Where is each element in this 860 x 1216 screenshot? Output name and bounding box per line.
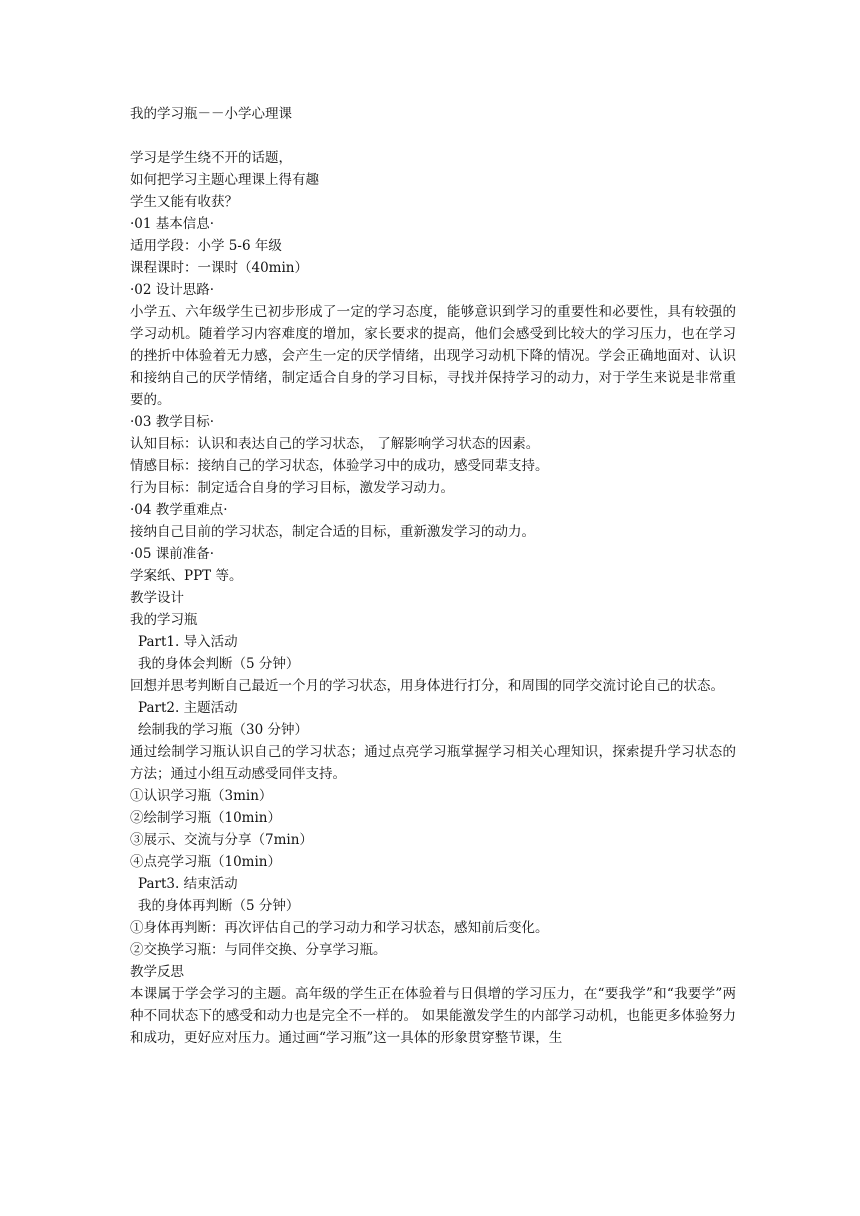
activity-title: 绘制我的学习瓶（30 分钟）: [138, 722, 308, 738]
section-heading: ·02 设计思路·: [130, 282, 215, 298]
step-line: ①认识学习瓶（3min）: [130, 788, 273, 804]
section-heading: ·03 教学目标·: [130, 414, 215, 430]
part-label: Part2. 主题活动: [138, 700, 238, 716]
part3-block: [130, 873, 736, 961]
key-point-line: 接纳自己目前的学习状态，制定合适的目标，重新激发学习的动力。: [130, 524, 535, 540]
goal-line: 情感目标：接纳自己的学习状态，体验学习中的成功，感受同辈支持。: [130, 458, 549, 474]
info-line: 适用学段：小学 5-6 年级: [130, 238, 282, 254]
intro-line: 如何把学习主题心理课上得有趣: [130, 172, 319, 188]
part2-block: [130, 697, 736, 873]
part-label: Part3. 结束活动: [138, 876, 238, 892]
section-teaching-goals: [130, 411, 736, 499]
step-line: ③展示、交流与分享（7min）: [130, 832, 313, 848]
activity-paragraph: 回想并思考判断自己最近一个月的学习状态，用身体进行打分，和周围的同学交流讨论自己的状态。: [130, 678, 724, 694]
activity-paragraph: 通过绘制学习瓶认识自己的学习状态；通过点亮学习瓶掌握学习相关心理知识，探索提升学习状态的方法；通过小组互动感受同伴支持。: [130, 744, 736, 782]
section-preparation: [130, 543, 736, 587]
section-teaching-design: [130, 587, 736, 961]
part1-block: [130, 631, 736, 697]
step-line: ①身体再判断：再次评估自己的学习动力和学习状态，感知前后变化。: [130, 920, 549, 936]
section-heading: ·01 基本信息·: [130, 216, 215, 232]
step-line: ②交换学习瓶：与同伴交换、分享学习瓶。: [130, 942, 387, 958]
document-page: [130, 103, 736, 1049]
step-line: ④点亮学习瓶（10min）: [130, 854, 281, 870]
activity-title: 我的身体再判断（5 分钟）: [138, 898, 300, 914]
section-key-points: [130, 499, 736, 543]
part-label: Part1. 导入活动: [138, 634, 238, 650]
goal-line: 认知目标：认识和表达自己的学习状态， 了解影响学习状态的因素。: [130, 436, 540, 452]
section-reflection: [130, 961, 736, 1049]
section-subheading: 我的学习瓶: [130, 612, 198, 628]
design-idea-paragraph: 小学五、六年级学生已初步形成了一定的学习态度，能够意识到学习的重要性和必要性，具有较强的学习动机。随着学习内容难度的增加，家长要求的提高，他们会感受到比较大的学习压力，也在学习的挫折中体验着无力感，会产生一定的厌学情绪，出现学习动机下降的情况。学会正确地面对、认识和接纳自己的厌学情绪，制定适合自身的学习目标，寻找并保持学习的动力，对于学生来说是非常重要的。: [130, 304, 736, 408]
section-basic-info: [130, 213, 736, 279]
section-heading: 教学反思: [130, 964, 184, 980]
section-design-idea: [130, 279, 736, 411]
intro-line: 学习是学生绕不开的话题，: [130, 150, 292, 166]
step-line: ②绘制学习瓶（10min）: [130, 810, 281, 826]
document-title: 我的学习瓶－－小学心理课: [130, 106, 292, 122]
section-heading: ·04 教学重难点·: [130, 502, 228, 518]
section-heading: ·05 课前准备·: [130, 546, 215, 562]
intro-line: 学生又能有收获？: [130, 194, 238, 210]
intro-block: [130, 147, 736, 213]
preparation-line: 学案纸、PPT 等。: [130, 568, 243, 584]
goal-line: 行为目标：制定适合自身的学习目标，激发学习动力。: [130, 480, 454, 496]
section-heading: 教学设计: [130, 590, 184, 606]
reflection-paragraph: 本课属于学会学习的主题。高年级的学生正在体验着与日俱增的学习压力，在“要我学”和“我要学”两种不同状态下的感受和动力也是完全不一样的。 如果能激发学生的内部学习动机，也能更多体验努力和成功，更好应对压力。通过画“学习瓶”这一具体的形象贯穿整节课，生: [130, 986, 736, 1046]
info-line: 课程课时：一课时（40min）: [130, 260, 308, 276]
activity-title: 我的身体会判断（5 分钟）: [138, 656, 300, 672]
